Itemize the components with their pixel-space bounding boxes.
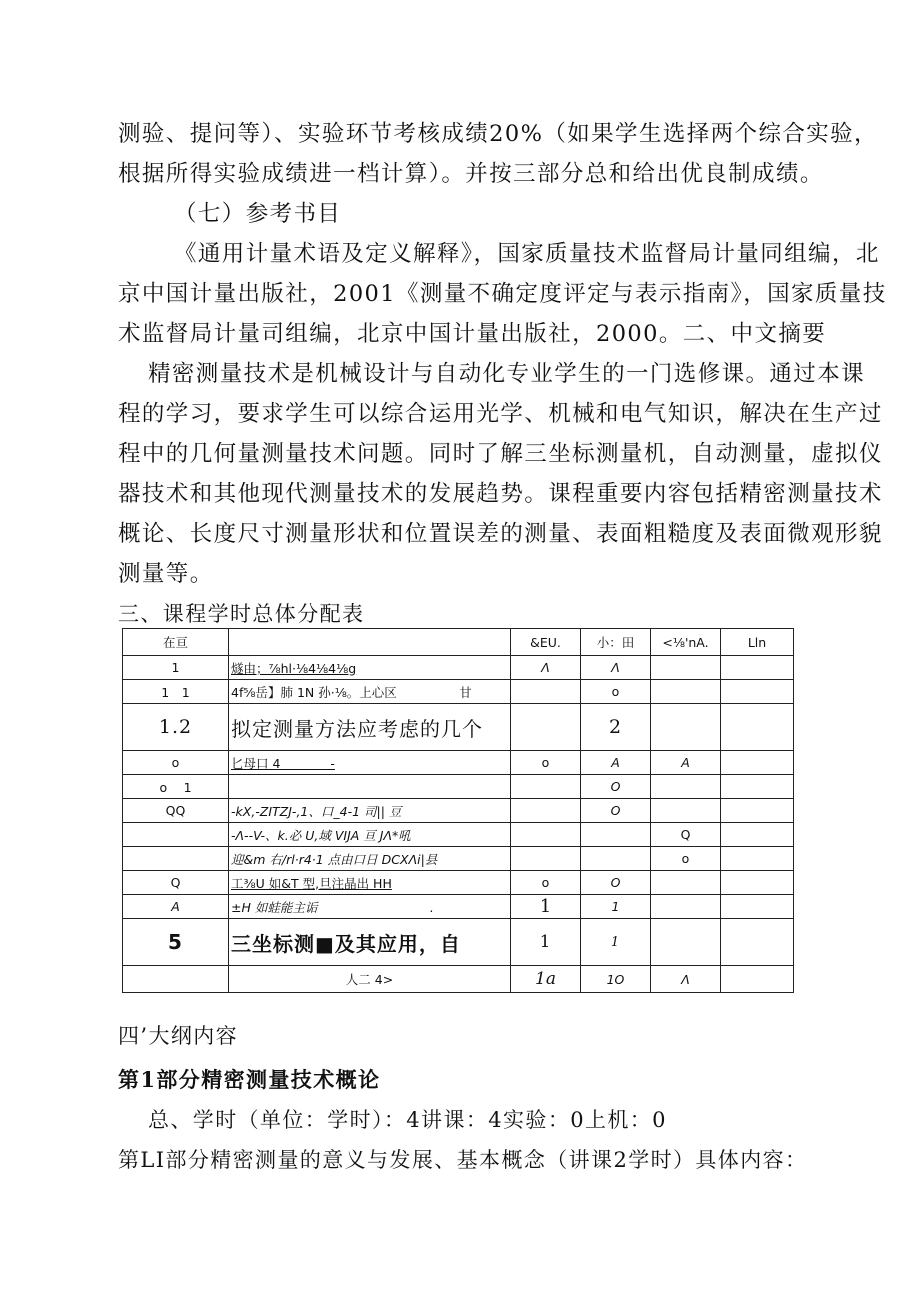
table-cell [651,704,721,751]
table-heading: 三、课程学时总体分配表 [118,602,365,626]
intro-line-2: 根据所得实验成绩进一档计算）。并按三部分总和给出优良制成绩。 [118,161,824,187]
table-cell [651,871,721,895]
table-cell: 4f⅝岳】肺 1N 孙·⅛。上心区 甘 [229,680,511,704]
table-cell [511,847,581,871]
table-cell [581,847,651,871]
table-cell [721,751,794,775]
table-row [123,704,794,751]
table-cell [721,799,794,823]
hours-allocation-table [122,628,794,993]
table-cell: 迎&m 右/rl·r4·1 点由口日 DCXΛi|县 [229,847,511,871]
table-cell [651,919,721,966]
table-cell: 1 [511,895,581,919]
abstract-line-3: 程中的几何量测量技术问题。同时了解三坐标测量机，自动测量，虚拟仪 [118,441,883,467]
references-heading: （七）参考书目 [174,201,342,227]
table-cell: O [581,871,651,895]
table-row [123,751,794,775]
table-cell: 1O [581,966,651,993]
table-cell: 人二 4> [229,966,511,993]
table-header-cell: &EU. [511,629,581,656]
table-cell: Q [123,871,229,895]
table-cell [721,966,794,993]
intro-line-1: 测验、提问等）、实验环节考核成绩20%（如果学生选择两个综合实验， [118,121,878,147]
table-cell: o [511,871,581,895]
table-cell: A [123,895,229,919]
table-cell [721,871,794,895]
table-row [123,895,794,919]
table-cell [651,680,721,704]
table-cell: QQ [123,799,229,823]
table-cell [721,775,794,799]
table-cell: O [581,775,651,799]
table-cell [651,775,721,799]
abstract-line-5: 概论、长度尺寸测量形状和位置误差的测量、表面粗糙度及表面微观形貌 [118,521,883,547]
table-cell: 燧由；⅞hl·⅛4⅛4⅛g [229,656,511,680]
table-cell [229,775,511,799]
table-row [123,775,794,799]
table-cell [651,656,721,680]
table-cell: -Λ--V-、k.必 U,域 VIJA 亘 JΛ*吼 [229,823,511,847]
table-cell [721,680,794,704]
table-cell [651,799,721,823]
table-cell [511,775,581,799]
reference-line-3: 术监督局计量司组编，北京中国计量出版社，2000。二、中文摘要 [118,321,827,347]
table-cell: 1 [581,895,651,919]
table-cell: 1 1 [123,680,229,704]
table-row [123,847,794,871]
table-cell: Λ [651,966,721,993]
table-cell: 1.2 [123,704,229,751]
table-cell [123,823,229,847]
outline-heading: 四’大纲内容 [118,1024,239,1048]
table-cell: 拟定测量方法应考虑的几个 [229,704,511,751]
table-row [123,871,794,895]
table-cell: 1a [511,966,581,993]
reference-line-2: 京中国计量出版社，2001《测量不确定度评定与表示指南》，国家质量技 [118,281,887,307]
table-cell: ±H 如蛙能主诟 . [229,895,511,919]
table-cell: o 1 [123,775,229,799]
table-cell: 工⅜U 如&T 型,旦注晶出 HH [229,871,511,895]
table-cell: 三坐标测■及其应用，自 [229,919,511,966]
table-cell [721,823,794,847]
hours-line: 总、学时（单位：学时）：4讲课：4实验：0上机：0 [148,1108,667,1132]
table-header-cell: 小：田 [581,629,651,656]
table-cell: 1 [123,656,229,680]
part1-title: 第1部分精密测量技术概论 [118,1067,381,1092]
table-cell: o [511,751,581,775]
table-cell: 5 [123,919,229,966]
reference-line-1: 《通用计量术语及定义解释》，国家质量技术监督局计量同组编，北 [174,241,880,267]
table-row [123,823,794,847]
table-cell: 2 [581,704,651,751]
table-row [123,680,794,704]
table-cell: Q [651,823,721,847]
table-row [123,799,794,823]
abstract-line-4: 器技术和其他现代测量技术的发展趋势。课程重要内容包括精密测量技术 [118,481,883,507]
table-cell [511,704,581,751]
table-cell: O [581,799,651,823]
table-cell [651,895,721,919]
section-line: 第LI部分精密测量的意义与发展、基本概念（讲课2学时）具体内容： [118,1148,808,1172]
table-cell: 1 [511,919,581,966]
table-header-cell: <⅛'nA. [651,629,721,656]
table-row [123,656,794,680]
table-row [123,966,794,993]
table-cell [721,919,794,966]
table-cell [511,680,581,704]
table-header-cell [229,629,511,656]
table-cell [123,847,229,871]
table-cell [581,823,651,847]
table-cell: o [581,680,651,704]
table-cell: 1 [581,919,651,966]
table-cell: -kX,-ZITZJ-,1、口_4-1 司|| 豆 [229,799,511,823]
table-cell [511,799,581,823]
table-header-cell: Lln [721,629,794,656]
table-cell: Λ [511,656,581,680]
abstract-line-1: 精密测量技术是机械设计与自动化专业学生的一门选修课。通过本课 [148,361,866,387]
table-cell [721,656,794,680]
table-header-cell: 在亘 [123,629,229,656]
abstract-line-2: 程的学习，要求学生可以综合运用光学、机械和电气知识，解决在生产过 [118,401,883,427]
table-cell [721,847,794,871]
table-cell: A [651,751,721,775]
table-cell [123,966,229,993]
table-row [123,919,794,966]
table-cell [511,823,581,847]
table-cell: o [651,847,721,871]
table-cell [721,895,794,919]
table-cell: o [123,751,229,775]
abstract-line-6: 测量等。 [118,561,214,587]
table-cell: A [581,751,651,775]
table-cell [721,704,794,751]
table-cell: Λ [581,656,651,680]
table-header-row [123,629,794,656]
table-cell: 匕母口 4 - [229,751,511,775]
